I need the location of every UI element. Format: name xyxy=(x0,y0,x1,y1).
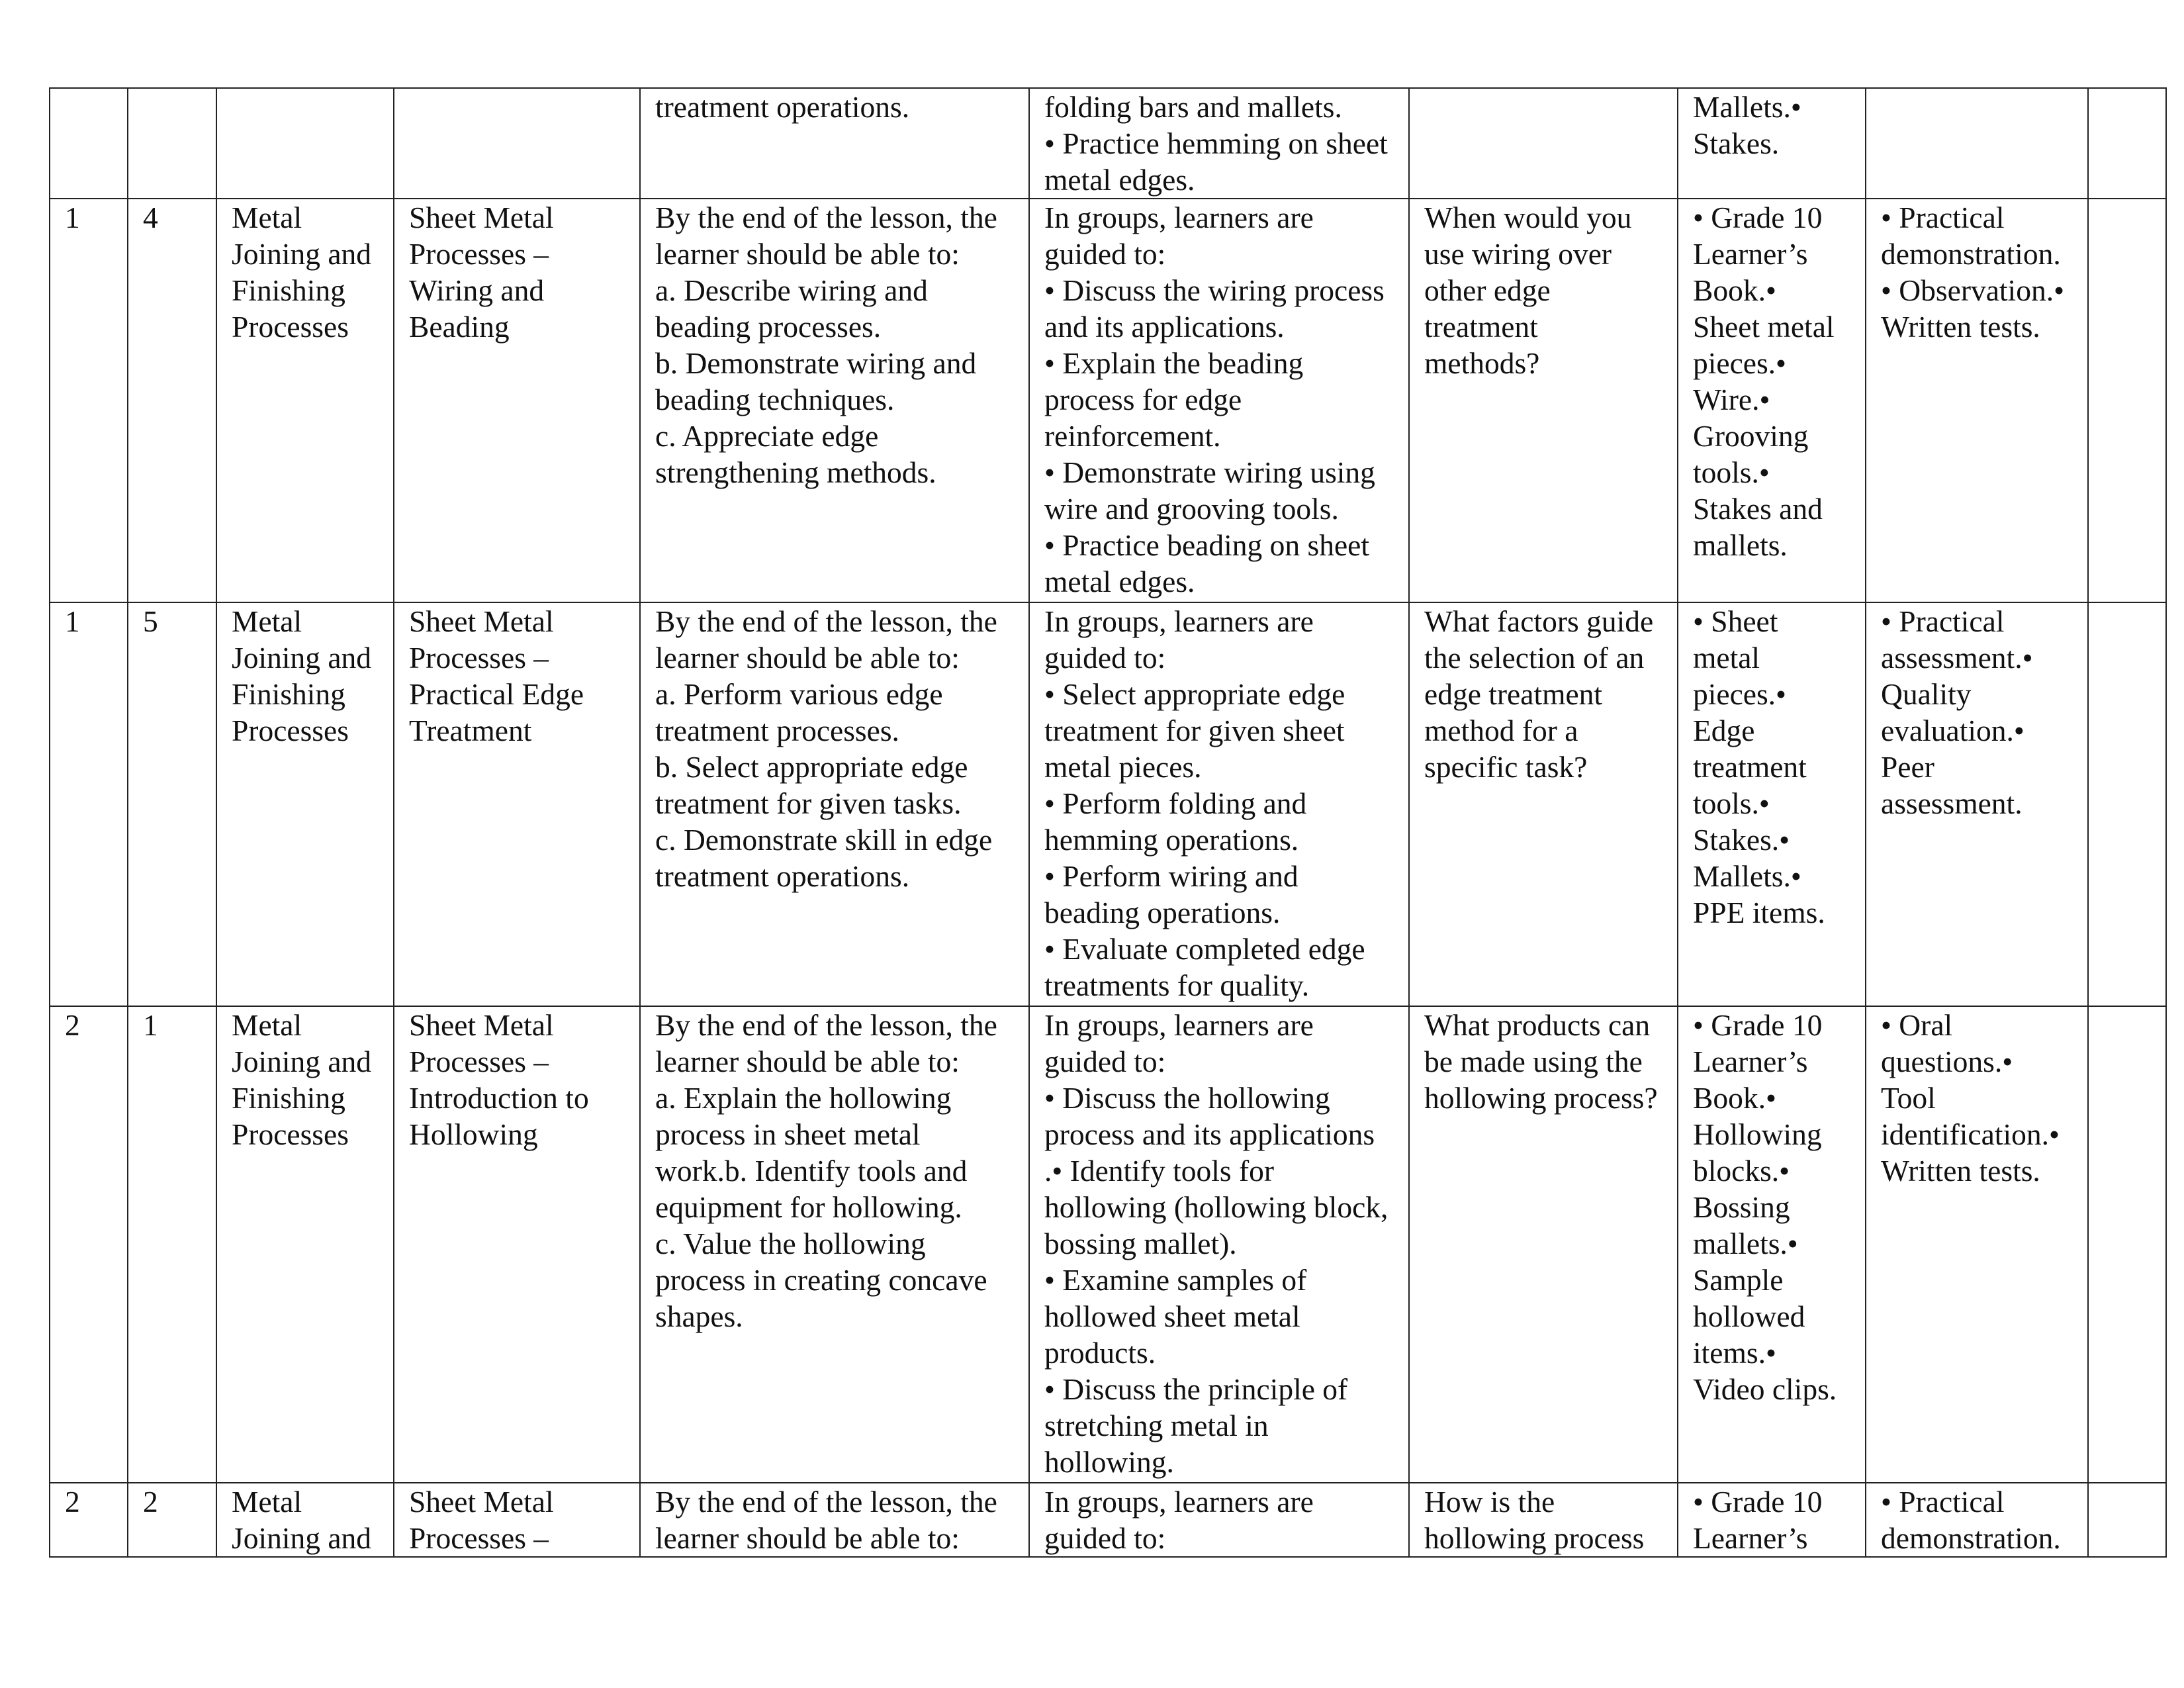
strand-line: Joining and xyxy=(232,1521,372,1555)
learning-outcomes-cell xyxy=(640,1006,1029,1483)
learning-experiences-line: • Discuss the principle of xyxy=(1044,1372,1348,1406)
strand-line: Joining and xyxy=(232,237,372,271)
learning-experiences-line: • Perform folding and xyxy=(1044,786,1307,820)
sub-strand-line: Processes – xyxy=(409,641,549,675)
learning-experiences-line: hemming operations. xyxy=(1044,823,1299,857)
remarks-cell xyxy=(2088,1483,2166,1557)
learning-outcomes-line: By the end of the lesson, the xyxy=(655,201,997,234)
learning-experiences-line: • Perform wiring and xyxy=(1044,859,1298,893)
learning-resources-line: Learner’s xyxy=(1693,1045,1808,1078)
strand-line: Joining and xyxy=(232,1045,372,1078)
learning-resources-line: PPE items. xyxy=(1693,896,1825,929)
key-inquiry-question-line: treatment xyxy=(1424,310,1538,344)
learning-outcomes-cell xyxy=(640,602,1029,1006)
learning-resources-line: Stakes and xyxy=(1693,492,1823,526)
learning-outcomes-line: b. Demonstrate wiring and xyxy=(655,346,977,380)
learning-resources-cell xyxy=(1678,602,1866,1006)
learning-experiences-line: treatment for given sheet xyxy=(1044,714,1345,747)
lesson-value: 5 xyxy=(143,604,158,638)
assessment-line: Written tests. xyxy=(1881,1154,2040,1188)
learning-experiences-line: bossing mallet). xyxy=(1044,1227,1237,1260)
table-row xyxy=(50,602,2166,1006)
assessment-line: Peer xyxy=(1881,750,1934,784)
learning-experiences-line: metal edges. xyxy=(1044,163,1195,197)
assessment-cell xyxy=(1866,199,2088,602)
learning-resources-cell xyxy=(1678,1483,1866,1557)
learning-outcomes-line: By the end of the lesson, the xyxy=(655,604,997,638)
learning-resources-line: Learner’s xyxy=(1693,1521,1808,1555)
table-row xyxy=(50,1006,2166,1483)
sub-strand-line: Processes – xyxy=(409,1045,549,1078)
learning-outcomes-line: a. Describe wiring and xyxy=(655,273,928,307)
learning-experiences-cell xyxy=(1029,1006,1409,1483)
learning-experiences-line: and its applications. xyxy=(1044,310,1285,344)
strand-line: Metal xyxy=(232,201,302,234)
learning-experiences-line: process and its applications xyxy=(1044,1117,1375,1151)
learning-resources-line: Stakes. xyxy=(1693,126,1780,160)
week-cell xyxy=(50,88,128,199)
learning-outcomes-line: treatment operations. xyxy=(655,859,910,893)
learning-experiences-line: .• Identify tools for xyxy=(1044,1154,1275,1188)
sub-strand-cell xyxy=(394,199,640,602)
strand-cell xyxy=(216,1483,394,1557)
learning-experiences-line: • Discuss the hollowing xyxy=(1044,1081,1330,1115)
learning-outcomes-line: treatment processes. xyxy=(655,714,899,747)
key-inquiry-question-line: edge treatment xyxy=(1424,677,1603,711)
strand-line: Metal xyxy=(232,1485,302,1519)
remarks-cell xyxy=(2088,199,2166,602)
learning-experiences-line: treatments for quality. xyxy=(1044,968,1310,1002)
strand-line: Processes xyxy=(232,310,349,344)
learning-resources-line: pieces.• xyxy=(1693,677,1786,711)
learning-outcomes-line: treatment for given tasks. xyxy=(655,786,962,820)
key-inquiry-question-line: What products can xyxy=(1424,1008,1651,1042)
assessment-cell xyxy=(1866,88,2088,199)
assessment-line: • Practical xyxy=(1881,201,2005,234)
learning-experiences-line: reinforcement. xyxy=(1044,419,1221,453)
sub-strand-line: Sheet Metal xyxy=(409,1008,554,1042)
learning-outcomes-line: b. Select appropriate edge xyxy=(655,750,968,784)
learning-experiences-line: In groups, learners are xyxy=(1044,604,1314,638)
learning-outcomes-line: equipment for hollowing. xyxy=(655,1190,962,1224)
key-inquiry-question-line: method for a xyxy=(1424,714,1578,747)
learning-outcomes-line: shapes. xyxy=(655,1299,743,1333)
sub-strand-line: Hollowing xyxy=(409,1117,538,1151)
sub-strand-cell xyxy=(394,1483,640,1557)
learning-experiences-line: guided to: xyxy=(1044,1045,1166,1078)
learning-experiences-line: hollowing (hollowing block, xyxy=(1044,1190,1388,1224)
sub-strand-line: Sheet Metal xyxy=(409,604,554,638)
key-inquiry-question-line: specific task? xyxy=(1424,750,1588,784)
learning-experiences-line: • Practice hemming on sheet xyxy=(1044,126,1388,160)
strand-cell xyxy=(216,1006,394,1483)
assessment-line: identification.• xyxy=(1881,1117,2060,1151)
learning-outcomes-line: c. Demonstrate skill in edge xyxy=(655,823,993,857)
strand-line: Processes xyxy=(232,714,349,747)
remarks-cell xyxy=(2088,602,2166,1006)
learning-resources-line: hollowed xyxy=(1693,1299,1805,1333)
learning-experiences-line: wire and grooving tools. xyxy=(1044,492,1339,526)
key-inquiry-question-line: How is the xyxy=(1424,1485,1555,1519)
learning-experiences-line: guided to: xyxy=(1044,641,1166,675)
sub-strand-line: Sheet Metal xyxy=(409,1485,554,1519)
learning-resources-line: Video clips. xyxy=(1693,1372,1837,1406)
learning-resources-line: Stakes.• xyxy=(1693,823,1790,857)
sub-strand-line: Wiring and xyxy=(409,273,545,307)
learning-experiences-line: guided to: xyxy=(1044,237,1166,271)
key-inquiry-question-line: hollowing process? xyxy=(1424,1081,1658,1115)
remarks-cell xyxy=(2088,88,2166,199)
learning-resources-line: Book.• xyxy=(1693,1081,1776,1115)
sub-strand-cell xyxy=(394,1006,640,1483)
week-cell xyxy=(50,602,128,1006)
learning-resources-line: Sample xyxy=(1693,1263,1784,1297)
learning-resources-line: Edge xyxy=(1693,714,1755,747)
key-inquiry-question-line: hollowing process xyxy=(1424,1521,1645,1555)
learning-resources-line: tools.• xyxy=(1693,455,1770,489)
learning-resources-line: Grooving xyxy=(1693,419,1809,453)
learning-resources-line: • Grade 10 xyxy=(1693,1485,1823,1519)
key-inquiry-question-line: other edge xyxy=(1424,273,1551,307)
week-value: 2 xyxy=(65,1485,80,1519)
learning-experiences-line: • Evaluate completed edge xyxy=(1044,932,1365,966)
key-inquiry-question-line: be made using the xyxy=(1424,1045,1643,1078)
learning-experiences-line: • Explain the beading xyxy=(1044,346,1304,380)
strand-line: Metal xyxy=(232,604,302,638)
learning-experiences-line: hollowing. xyxy=(1044,1445,1174,1479)
learning-experiences-line: • Practice beading on sheet xyxy=(1044,528,1369,562)
sub-strand-line: Sheet Metal xyxy=(409,201,554,234)
learning-experiences-line: folding bars and mallets. xyxy=(1044,90,1342,124)
lesson-cell xyxy=(128,1006,216,1483)
learning-experiences-cell xyxy=(1029,199,1409,602)
key-inquiry-question-line: What factors guide xyxy=(1424,604,1654,638)
learning-experiences-line: stretching metal in xyxy=(1044,1409,1269,1442)
learning-resources-line: Sheet metal xyxy=(1693,310,1835,344)
sub-strand-line: Treatment xyxy=(409,714,532,747)
learning-outcomes-line: c. Value the hollowing xyxy=(655,1227,926,1260)
learning-experiences-line: products. xyxy=(1044,1336,1156,1370)
learning-resources-line: mallets.• xyxy=(1693,1227,1798,1260)
strand-cell xyxy=(216,88,394,199)
learning-outcomes-line: treatment operations. xyxy=(655,90,910,124)
learning-resources-line: Mallets.• xyxy=(1693,859,1801,893)
lesson-cell xyxy=(128,88,216,199)
learning-experiences-line: In groups, learners are xyxy=(1044,201,1314,234)
sub-strand-line: Beading xyxy=(409,310,510,344)
assessment-line: demonstration. xyxy=(1881,1521,2061,1555)
week-cell xyxy=(50,1483,128,1557)
learning-outcomes-line: process in creating concave xyxy=(655,1263,987,1297)
learning-outcomes-cell xyxy=(640,199,1029,602)
learning-experiences-cell xyxy=(1029,88,1409,199)
learning-experiences-line: • Examine samples of xyxy=(1044,1263,1307,1297)
sub-strand-line: Processes – xyxy=(409,1521,549,1555)
learning-resources-line: Bossing xyxy=(1693,1190,1790,1224)
week-value: 1 xyxy=(65,201,80,234)
assessment-line: assessment. xyxy=(1881,786,2023,820)
lesson-value: 2 xyxy=(143,1485,158,1519)
week-value: 2 xyxy=(65,1008,80,1042)
key-inquiry-question-line: methods? xyxy=(1424,346,1540,380)
learning-outcomes-line: learner should be able to: xyxy=(655,1045,960,1078)
key-inquiry-question-cell xyxy=(1409,1006,1678,1483)
key-inquiry-question-cell xyxy=(1409,88,1678,199)
learning-outcomes-line: a. Perform various edge xyxy=(655,677,943,711)
learning-resources-line: • Grade 10 xyxy=(1693,1008,1823,1042)
assessment-cell xyxy=(1866,602,2088,1006)
assessment-line: demonstration. xyxy=(1881,237,2061,271)
assessment-line: • Practical xyxy=(1881,604,2005,638)
key-inquiry-question-line: the selection of an xyxy=(1424,641,1645,675)
learning-experiences-line: In groups, learners are xyxy=(1044,1485,1314,1519)
learning-outcomes-line: c. Appreciate edge xyxy=(655,419,879,453)
learning-outcomes-line: learner should be able to: xyxy=(655,237,960,271)
learning-resources-line: Book.• xyxy=(1693,273,1776,307)
key-inquiry-question-cell xyxy=(1409,602,1678,1006)
learning-resources-line: treatment xyxy=(1693,750,1807,784)
lesson-value: 1 xyxy=(143,1008,158,1042)
learning-resources-line: • Sheet xyxy=(1693,604,1778,638)
learning-resources-line: metal xyxy=(1693,641,1760,675)
learning-outcomes-cell xyxy=(640,1483,1029,1557)
week-value: 1 xyxy=(65,604,80,638)
learning-experiences-line: metal edges. xyxy=(1044,565,1195,598)
learning-outcomes-line: learner should be able to: xyxy=(655,641,960,675)
sub-strand-cell xyxy=(394,602,640,1006)
learning-outcomes-line: beading techniques. xyxy=(655,383,895,416)
learning-resources-line: Hollowing xyxy=(1693,1117,1822,1151)
table-body xyxy=(50,88,2166,1557)
learning-resources-line: tools.• xyxy=(1693,786,1770,820)
learning-resources-line: Wire.• xyxy=(1693,383,1770,416)
table-row xyxy=(50,88,2166,199)
learning-experiences-cell xyxy=(1029,602,1409,1006)
sub-strand-line: Practical Edge xyxy=(409,677,584,711)
learning-resources-line: Mallets.• xyxy=(1693,90,1801,124)
key-inquiry-question-cell xyxy=(1409,199,1678,602)
week-cell xyxy=(50,199,128,602)
learning-experiences-line: • Select appropriate edge xyxy=(1044,677,1345,711)
learning-outcomes-cell xyxy=(640,88,1029,199)
assessment-line: • Observation.• xyxy=(1881,273,2064,307)
learning-outcomes-line: a. Explain the hollowing xyxy=(655,1081,952,1115)
key-inquiry-question-line: use wiring over xyxy=(1424,237,1612,271)
strand-line: Finishing xyxy=(232,1081,345,1115)
sub-strand-cell xyxy=(394,88,640,199)
strand-line: Finishing xyxy=(232,273,345,307)
learning-experiences-line: hollowed sheet metal xyxy=(1044,1299,1300,1333)
learning-resources-line: mallets. xyxy=(1693,528,1788,562)
learning-resources-cell xyxy=(1678,1006,1866,1483)
key-inquiry-question-cell xyxy=(1409,1483,1678,1557)
learning-experiences-line: • Demonstrate wiring using xyxy=(1044,455,1375,489)
learning-outcomes-line: By the end of the lesson, the xyxy=(655,1008,997,1042)
learning-experiences-line: • Discuss the wiring process xyxy=(1044,273,1385,307)
key-inquiry-question-line: When would you xyxy=(1424,201,1632,234)
lesson-cell xyxy=(128,602,216,1006)
strand-line: Finishing xyxy=(232,677,345,711)
strand-cell xyxy=(216,602,394,1006)
scheme-of-work-table xyxy=(49,87,2167,1558)
strand-line: Metal xyxy=(232,1008,302,1042)
sub-strand-line: Processes – xyxy=(409,237,549,271)
learning-experiences-line: metal pieces. xyxy=(1044,750,1202,784)
learning-outcomes-line: learner should be able to: xyxy=(655,1521,960,1555)
assessment-line: Tool xyxy=(1881,1081,1936,1115)
assessment-cell xyxy=(1866,1483,2088,1557)
learning-resources-line: pieces.• xyxy=(1693,346,1786,380)
learning-outcomes-line: process in sheet metal xyxy=(655,1117,921,1151)
week-cell xyxy=(50,1006,128,1483)
assessment-line: assessment.• xyxy=(1881,641,2033,675)
learning-experiences-line: beading operations. xyxy=(1044,896,1281,929)
learning-experiences-cell xyxy=(1029,1483,1409,1557)
sub-strand-line: Introduction to xyxy=(409,1081,589,1115)
assessment-line: • Oral xyxy=(1881,1008,1953,1042)
lesson-cell xyxy=(128,199,216,602)
assessment-line: Quality xyxy=(1881,677,1972,711)
learning-resources-line: • Grade 10 xyxy=(1693,201,1823,234)
learning-experiences-line: In groups, learners are xyxy=(1044,1008,1314,1042)
learning-resources-cell xyxy=(1678,88,1866,199)
assessment-line: questions.• xyxy=(1881,1045,2013,1078)
table-row xyxy=(50,199,2166,602)
strand-line: Joining and xyxy=(232,641,372,675)
learning-resources-line: Learner’s xyxy=(1693,237,1808,271)
assessment-line: Written tests. xyxy=(1881,310,2040,344)
learning-outcomes-line: strengthening methods. xyxy=(655,455,936,489)
strand-cell xyxy=(216,199,394,602)
assessment-line: • Practical xyxy=(1881,1485,2005,1519)
learning-resources-cell xyxy=(1678,199,1866,602)
lesson-cell xyxy=(128,1483,216,1557)
learning-experiences-line: guided to: xyxy=(1044,1521,1166,1555)
learning-outcomes-line: By the end of the lesson, the xyxy=(655,1485,997,1519)
assessment-cell xyxy=(1866,1006,2088,1483)
assessment-line: evaluation.• xyxy=(1881,714,2025,747)
learning-experiences-line: process for edge xyxy=(1044,383,1242,416)
table-row xyxy=(50,1483,2166,1557)
lesson-value: 4 xyxy=(143,201,158,234)
learning-outcomes-line: work.b. Identify tools and xyxy=(655,1154,968,1188)
learning-resources-line: blocks.• xyxy=(1693,1154,1790,1188)
remarks-cell xyxy=(2088,1006,2166,1483)
strand-line: Processes xyxy=(232,1117,349,1151)
learning-resources-line: items.• xyxy=(1693,1336,1776,1370)
learning-outcomes-line: beading processes. xyxy=(655,310,882,344)
